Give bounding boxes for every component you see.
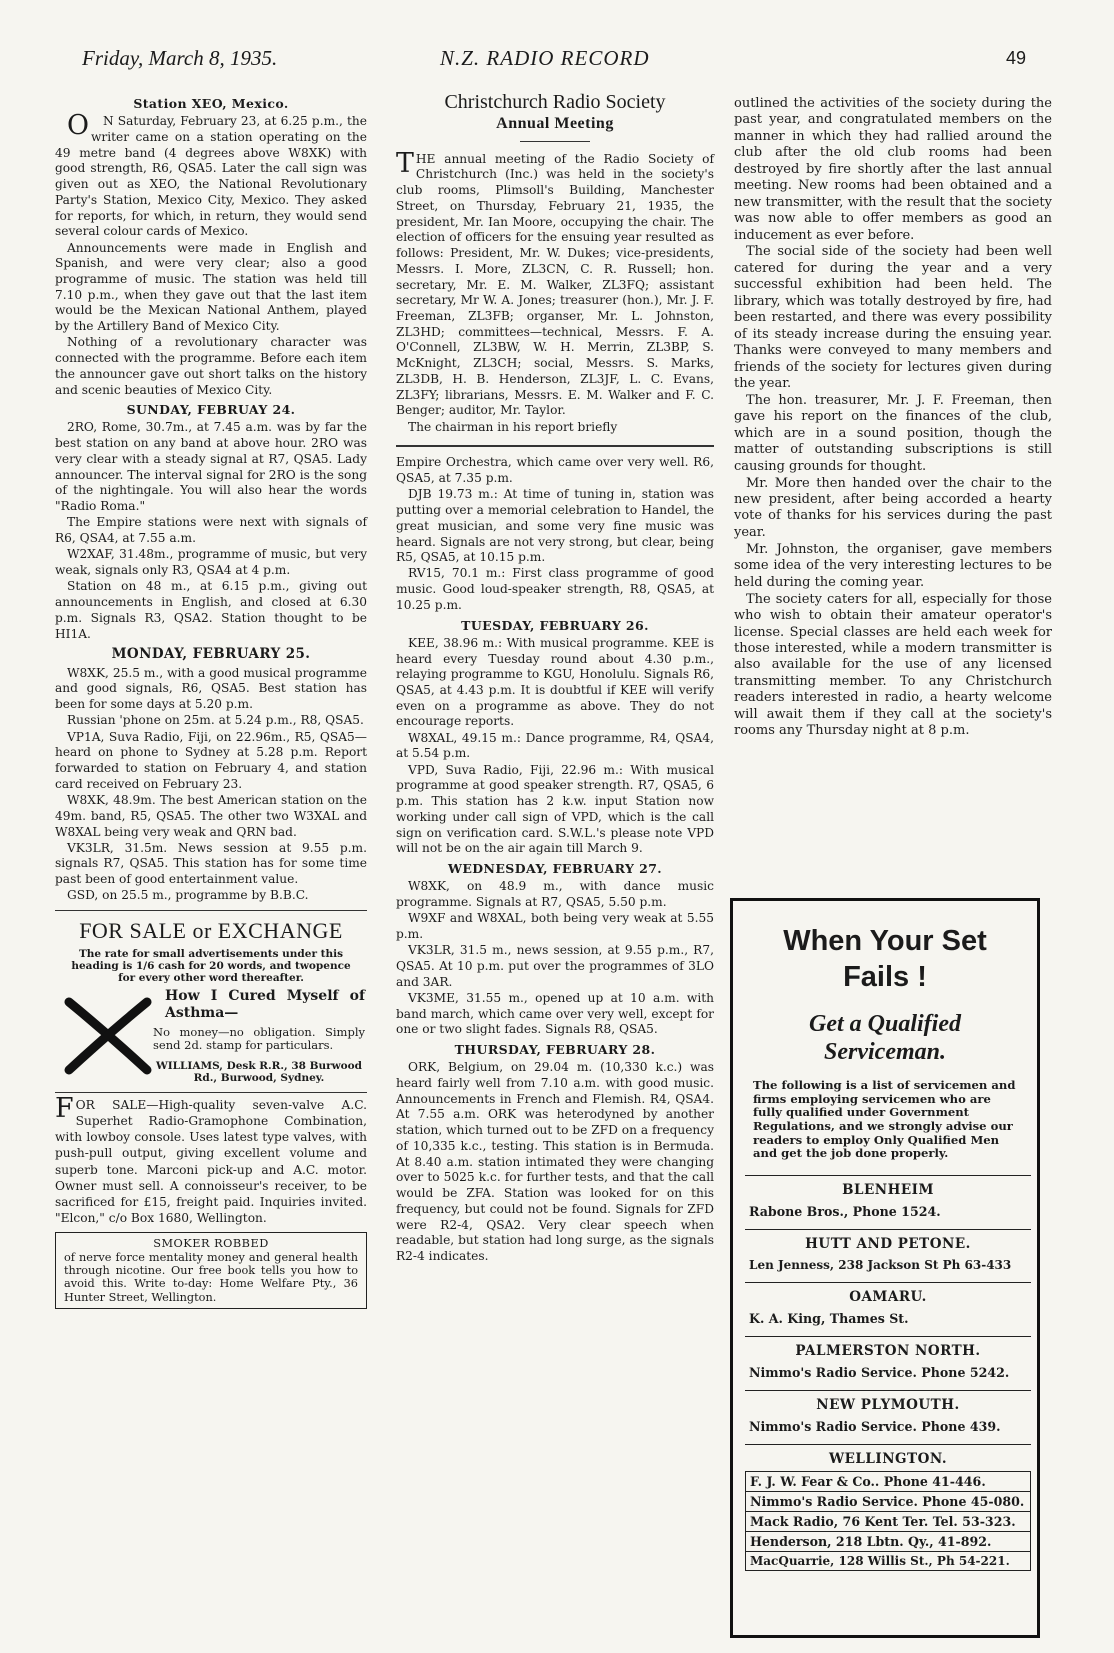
w8xk-paragraph: W8XK, on 48.9 m., with dance music programme. Signals at R7, QSA5, 5.50 p.m.: [396, 879, 714, 909]
smoker-title: SMOKER ROBBED: [153, 1237, 269, 1251]
town-new-plymouth: NEW PLYMOUTH.: [745, 1390, 1031, 1417]
header-date: Friday, March 8, 1935.: [82, 46, 278, 70]
servicemen-advert: [730, 898, 1040, 1638]
listing-nimmos-palmerston: Nimmo's Radio Service. Phone 5242.: [749, 1365, 1010, 1381]
monday-paragraph-4: W8XK, 48.9m. The best American station on the 49m. band, R5, QSA5. The other two W3XAL and W8XAL being very weak and QRN bad.: [55, 793, 367, 839]
sunday-paragraph-3: W2XAF, 31.48m., programme of music, but very weak, signals only R3, QSA4 at 4 p.m.: [55, 547, 367, 578]
header-page-number: 49: [1006, 48, 1027, 68]
for-sale-advert: FOR SALE—High-quality seven-valve A.C. Superhet Radio-Gramophone Combination, with lowboy console. Uses latest type valves, with push-pull output, giving excellent volume and superb tone. Marconi pick-up and A.C. motor. Owner must sell. A connoisseur's receiver, to be sacrificed for £15, freight paid. Inquiries invited. "Elcon," c/o Box 1680, Wellington.: [55, 1092, 367, 1226]
xeo-paragraph-2: Announcements were made in English and Spanish, and were very clear; also a good programme of music. The station was held till 7.10 p.m., when they gave out that the last item would be the Mexican National Anthem, played by the Artillery Band of Mexico City.: [55, 240, 367, 334]
djb-paragraph: DJB 19.73 m.: At time of tuning in, station was putting over a memorial celebration to Handel, the great musician, and some very fine music was heard. Signals are not very strong, but clear, being R5, QSA5, at 10.15 p.m.: [396, 487, 714, 565]
article-title: Christchurch Radio Society: [444, 91, 666, 113]
listing-henderson: Henderson, 218 Lbtn. Qy., 41-892.: [745, 1532, 1031, 1552]
column-middle: [396, 90, 714, 1265]
rv15-paragraph: RV15, 70.1 m.: First class programme of good music. Good loud-speaker strength, R8, QSA5, at 10.25 p.m.: [396, 566, 714, 612]
town-blenheim: BLENHEIM: [745, 1175, 1031, 1202]
divider: [55, 910, 367, 911]
asthma-address: WILLIAMS, Desk R.R., 38 Burwood Rd., Burwood, Sydney.: [155, 1059, 363, 1084]
header-publication: N.Z. RADIO RECORD: [440, 46, 650, 70]
monday-paragraph-1: W8XK, 25.5 m., with a good musical programme and good signals, R6, QSA5. Best station has been for some days at 5.20 p.m.: [55, 665, 367, 712]
title-divider: [520, 141, 590, 142]
advert-subheadline: Get a Qualified Serviceman.: [809, 1010, 961, 1066]
w8xal-paragraph: W8XAL, 49.15 m.: Dance programme, R4, QSA4, at 5.54 p.m.: [396, 730, 714, 761]
monday-paragraph-3: VP1A, Suva Radio, Fiji, on 22.96m., R5, QSA5—heard on phone to Sydney at 5.28 p.m. Report forwarded to station on February 4, and station card received on February 23.: [55, 729, 367, 791]
sunday-paragraph-1: 2RO, Rome, 30.7m., at 7.45 a.m. was by far the best station on any band at above hour. 2RO was very clear with a steady signal at R7, QSA5. Lady announcer. The interval signal for 2RO is the song of the nightingale. You will also hear the words "Radio Roma.": [55, 420, 367, 514]
for-sale-heading: FOR SALE or EXCHANGE: [79, 918, 343, 944]
sunday-paragraph-4: Station on 48 m., at 6.15 p.m., giving out announcements in English, and closed at 6.30 p.m. Signals R3, QSA2. Station thought to be HI1A.: [55, 579, 367, 641]
asthma-title: How I Cured Myself of Asthma—: [165, 987, 365, 1021]
society-paragraph-2: The social side of the society had been well catered for during the year and a very successful exhibition had been held. The library, which was totally destroyed by fire, had been restarted, and there was every possibility of its steady increase during the ensuing year. Thanks were conveyed to many members and friends of the society for lectures given during the year.: [734, 244, 1052, 391]
monday-paragraph-2: Russian 'phone on 25m. at 5.24 p.m., R8, QSA5.: [67, 713, 364, 728]
asthma-body: No money—no obligation. Simply send 2d. stamp for particulars.: [153, 1024, 365, 1052]
thursday-heading: THURSDAY, FEBRUARY 28.: [454, 1042, 656, 1058]
column-right: [734, 96, 1052, 740]
asthma-ad: [55, 988, 367, 1093]
town-oamaru: OAMARU.: [745, 1282, 1031, 1309]
town-palmerston-north: PALMERSTON NORTH.: [745, 1336, 1031, 1363]
ork-paragraph: ORK, Belgium, on 29.04 m. (10,330 k.c.) was heard fairly well from 7.10 a.m. with good music. Announcements in French and Flemish. R4, QSA4. At 7.55 a.m. ORK was heterodyned by another station, which turned out to be ZFD on a frequency of 10,335 k.c., testing. This station is in Bermuda. At 8.40 a.m. station intimated they were changing over to 5025 k.c. for further tests, and that the call would be ZFA. Station was looked for on this frequency, but could not be found. Signals for ZFD were R2-4, QSA2. Very clear speech when readable, but station had long surge, as the signals R2-4 indicates.: [396, 1060, 714, 1263]
society-paragraph-5: Mr. Johnston, the organiser, gave members some idea of the very interesting lectures to be held during the coming year.: [734, 541, 1052, 590]
w9xf-paragraph: W9XF and W8XAL, both being very weak at 5.55 p.m.: [396, 911, 714, 941]
listing-macquarrie: MacQuarrie, 128 Willis St., Ph 54-221.: [745, 1552, 1031, 1571]
for-sale-rates: The rate for small advertisements under this heading is 1/6 cash for 20 words, and twopence for every other word thereafter.: [71, 947, 351, 984]
advert-headline: When Your Set Fails !: [783, 925, 987, 994]
column-divider: [396, 445, 714, 447]
vk3me-paragraph: VK3ME, 31.55 m., opened up at 10 a.m. with band march, which came over very well, except for one or two slight fades. Signals R8, QSA5.: [396, 990, 714, 1037]
monday-paragraph-6: GSD, on 25.5 m., programme by B.B.C.: [67, 888, 309, 903]
kee-paragraph: KEE, 38.96 m.: With musical programme. KEE is heard every Tuesday round about 4.30 p.m., relaying programme to KGU, Honolulu. Signals R6, QSA5, at 4.43 p.m. It is doubtful if KEE will verify even on a programme as above. They do not encourage reports.: [396, 635, 714, 729]
society-paragraph-3: The hon. treasurer, Mr. J. F. Freeman, then gave his report on the finances of the club, which are in a sound position, though the matter of outstanding subscriptions is still causing grounds for thought.: [734, 392, 1052, 474]
tuesday-heading: TUESDAY, FEBRUARY 26.: [461, 617, 649, 633]
article-subtitle: Annual Meeting: [496, 115, 614, 132]
meeting-paragraph-1: THE annual meeting of the Radio Society of Christchurch (Inc.) was held in the society's club rooms, Plimsoll's Building, Manchester Street, on Thursday, February 21, 1935, the president, Mr. Ian Moore, occupying the chair. The election of officers for the ensuing year resulted as follows: President, Mr. W. Dukes; vice-presidents, Messrs. I. More, ZL3CN, C. R. Russell; hon. secretary, Mr. E. M. Walker, ZL3FQ; assistant secretary, Mr W. A. Jones; treasurer (hon.), Mr. J. F. Freeman, ZL3FB; organser, Mr. L. Johnston, ZL3HD; committees—technical, Messrs. F. A. O'Connell, ZL3BW, W. H. Merrin, ZL3BP, S. McKnight, ZL3CH; social, Messrs. S. Marks, ZL3DB, H. B. Henderson, ZL3JF, L. C. Evans, ZL3FY; librarians, Messrs. E. M. Walker and F. C. Benger; auditor, Mr. Taylor.: [396, 147, 714, 418]
wednesday-heading: WEDNESDAY, FEBRUARY 27.: [447, 861, 663, 877]
column-left: [55, 96, 367, 1309]
monday-heading: MONDAY, FEBRUARY 25.: [111, 646, 311, 663]
smoker-body: of nerve force mentality money and general health through nicotine. Our free book tells you how to avoid this. Write to-day: Home Welfare Pty., 36 Hunter Street, Wellington.: [64, 1250, 358, 1304]
sunday-heading: SUNDAY, FEBRUAY 24.: [126, 402, 296, 418]
listing-rabone-bros: Rabone Bros., Phone 1524.: [749, 1204, 941, 1220]
vk3lr-paragraph: VK3LR, 31.5 m., news session, at 9.55 p.m., R7, QSA5. At 10 p.m. put over the programmes of 3LO and 3AR.: [396, 943, 714, 989]
station-xeo-heading: Station XEO, Mexico.: [133, 96, 289, 111]
listing-fjw-fear: F. J. W. Fear & Co.. Phone 41-446.: [745, 1471, 1031, 1492]
society-paragraph-1: outlined the activities of the society during the past year, and congratulated members on the manner in which they had rallied around the club after the old club rooms had been destroyed by fire shortly after the last annual meeting. New rooms had been obtained and a new transmitter, with the result that the society was now able to offer members as good an inducement as ever before.: [734, 96, 1052, 243]
society-paragraph-6: The society caters for all, especially for those who wish to obtain their amateur operator's license. Special classes are held each week for those interested, while a modern transmitter is also available for the use of any licensed transmitting member. To any Christchurch readers interested in radio, a hearty welcome will await them if they call at the society's rooms any Thursday night at 8 p.m.: [734, 591, 1052, 739]
listing-nimmos-wellington: Nimmo's Radio Service. Phone 45-080.: [745, 1492, 1031, 1512]
smoker-robbed-advert: [55, 1232, 367, 1309]
xeo-paragraph-1: ON Saturday, February 23, at 6.25 p.m., the writer came on a station operating on the 49 metre band (4 degrees above W8XK) with good strength, R6, QSA5. Later the call sign was given out as XEO, the National Revolutionary Party's Station, Mexico City, Mexico. They asked for reports, for which, in return, they would send several colour cards of Mexico.: [55, 110, 367, 239]
xeo-paragraph-3: Nothing of a revolutionary character was connected with the programme. Before each item the announcer gave out short talks on the history and scenic beauties of Mexico City.: [55, 335, 367, 397]
monday-paragraph-5: VK3LR, 31.5m. News session at 9.55 p.m. signals R7, QSA5. This station has for some time past been of good entertainment value.: [55, 840, 367, 887]
town-hutt-petone: HUTT AND PETONE.: [745, 1229, 1031, 1256]
empire-orchestra-paragraph: Empire Orchestra, which came over very well. R6, QSA5, at 7.35 p.m.: [396, 455, 714, 486]
listing-mack-radio: Mack Radio, 76 Kent Ter. Tel. 53-323.: [745, 1512, 1031, 1532]
sunday-paragraph-2: The Empire stations were next with signals of R6, QSA4, at 7.55 a.m.: [55, 515, 367, 546]
vpd-paragraph: VPD, Suva Radio, Fiji, 22.96 m.: With musical programme at good speaker strength. R7, QSA5, 6 p.m. This station has 2 k.w. input Station now working under call sign of VPD, which is the call sign on verification card. S.W.L.'s please note VPD will not be on the air again till March 9.: [396, 762, 714, 856]
meeting-paragraph-2: The chairman in his report briefly: [408, 419, 618, 434]
listing-len-jenness: Len Jenness, 238 Jackson St Ph 63-433: [749, 1258, 1012, 1273]
town-wellington: WELLINGTON.: [745, 1444, 1031, 1471]
cross-mark-icon: [63, 994, 153, 1078]
advert-intro: The following is a list of servicemen and firms employing servicemen who are fully qualified under Government Regulations, and we strongly advise our readers to employ Only Qualified Men and get the job done properly.: [753, 1078, 1016, 1161]
society-paragraph-4: Mr. More then handed over the chair to the new president, after being accorded a hearty vote of thanks for his services during the past year.: [734, 475, 1052, 540]
listing-ka-king: K. A. King, Thames St.: [749, 1311, 909, 1327]
listing-nimmos-new-plymouth: Nimmo's Radio Service. Phone 439.: [749, 1419, 1001, 1435]
